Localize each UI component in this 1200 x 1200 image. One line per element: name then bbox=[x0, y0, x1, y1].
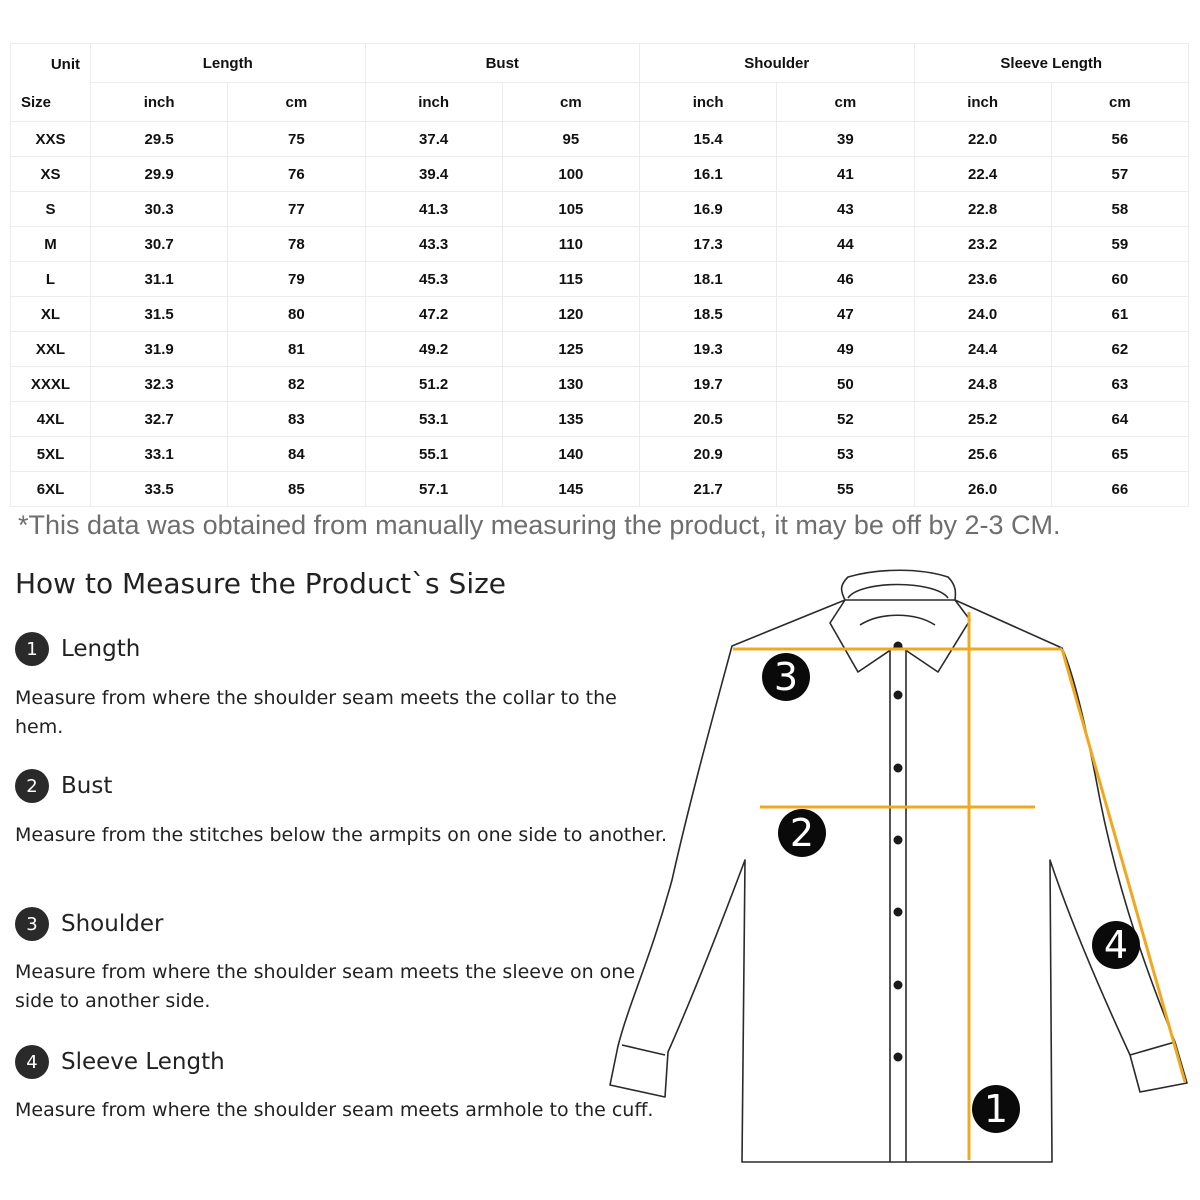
value-cell: 56 bbox=[1051, 122, 1188, 157]
size-cell: 4XL bbox=[11, 402, 91, 437]
value-cell: 30.3 bbox=[91, 192, 228, 227]
size-cell: M bbox=[11, 227, 91, 262]
step-title: Bust bbox=[61, 773, 113, 799]
value-cell: 60 bbox=[1051, 262, 1188, 297]
size-cell: XXL bbox=[11, 332, 91, 367]
value-cell: 79 bbox=[228, 262, 365, 297]
value-cell: 65 bbox=[1051, 437, 1188, 472]
table-row bbox=[11, 297, 1189, 332]
step-bust bbox=[15, 769, 112, 803]
step-description: Measure from where the shoulder seam meets armhole to the cuff. bbox=[15, 1099, 654, 1121]
value-cell: 57 bbox=[1051, 157, 1188, 192]
value-cell: 33.1 bbox=[91, 437, 228, 472]
step-description: Measure from where the shoulder seam meets the collar to the hem. bbox=[15, 687, 617, 738]
measurement-note: *This data was obtained from manually measuring the product, it may be off by 2-3 CM. bbox=[18, 510, 1061, 540]
value-cell: 64 bbox=[1051, 402, 1188, 437]
group-header-bust: Bust bbox=[365, 44, 640, 83]
value-cell: 19.3 bbox=[640, 332, 777, 367]
value-cell: 32.3 bbox=[91, 367, 228, 402]
subheader-cell: cm bbox=[1051, 83, 1188, 122]
value-cell: 43.3 bbox=[365, 227, 502, 262]
step-description: Measure from where the shoulder seam meets the sleeve on one side to another side. bbox=[15, 961, 636, 1012]
value-cell: 15.4 bbox=[640, 122, 777, 157]
value-cell: 16.9 bbox=[640, 192, 777, 227]
subheader-cell: cm bbox=[502, 83, 639, 122]
step-title: Length bbox=[61, 636, 141, 662]
value-cell: 125 bbox=[502, 332, 639, 367]
value-cell: 58 bbox=[1051, 192, 1188, 227]
step-title: Sleeve Length bbox=[61, 1049, 225, 1075]
shirt-buttons bbox=[894, 642, 903, 1062]
table-row bbox=[11, 192, 1189, 227]
value-cell: 49.2 bbox=[365, 332, 502, 367]
marker-4 bbox=[1092, 921, 1140, 969]
value-cell: 22.8 bbox=[914, 192, 1051, 227]
value-cell: 22.0 bbox=[914, 122, 1051, 157]
table-row bbox=[11, 367, 1189, 402]
value-cell: 95 bbox=[502, 122, 639, 157]
subheader-cell: inch bbox=[365, 83, 502, 122]
value-cell: 53.1 bbox=[365, 402, 502, 437]
value-cell: 55 bbox=[777, 472, 914, 507]
marker-1-label: 1 bbox=[983, 1087, 1009, 1131]
value-cell: 77 bbox=[228, 192, 365, 227]
value-cell: 52 bbox=[777, 402, 914, 437]
subheader-cell: cm bbox=[777, 83, 914, 122]
sleeve-measure-line bbox=[1062, 649, 1185, 1082]
step-description: Measure from the stitches below the armpits on one side to another. bbox=[15, 824, 668, 846]
size-cell: 6XL bbox=[11, 472, 91, 507]
table-row bbox=[11, 122, 1189, 157]
value-cell: 43 bbox=[777, 192, 914, 227]
subheader-cell: inch bbox=[91, 83, 228, 122]
size-cell: L bbox=[11, 262, 91, 297]
value-cell: 44 bbox=[777, 227, 914, 262]
value-cell: 55.1 bbox=[365, 437, 502, 472]
value-cell: 24.4 bbox=[914, 332, 1051, 367]
value-cell: 31.9 bbox=[91, 332, 228, 367]
size-cell: XS bbox=[11, 157, 91, 192]
value-cell: 20.9 bbox=[640, 437, 777, 472]
step-number-badge: 2 bbox=[15, 769, 49, 803]
value-cell: 29.5 bbox=[91, 122, 228, 157]
button-dot bbox=[894, 691, 903, 700]
value-cell: 49 bbox=[777, 332, 914, 367]
value-cell: 46 bbox=[777, 262, 914, 297]
value-cell: 31.5 bbox=[91, 297, 228, 332]
step-number-badge: 1 bbox=[15, 632, 49, 666]
size-cell: S bbox=[11, 192, 91, 227]
value-cell: 80 bbox=[228, 297, 365, 332]
step-title: Shoulder bbox=[61, 911, 164, 937]
value-cell: 120 bbox=[502, 297, 639, 332]
value-cell: 63 bbox=[1051, 367, 1188, 402]
size-label: Size bbox=[21, 94, 52, 111]
unit-size-corner-cell bbox=[11, 44, 91, 122]
guide-heading: How to Measure the Product`s Size bbox=[15, 567, 507, 600]
value-cell: 115 bbox=[502, 262, 639, 297]
button-dot bbox=[894, 836, 903, 845]
value-cell: 18.5 bbox=[640, 297, 777, 332]
marker-1 bbox=[972, 1085, 1020, 1133]
subheader-cell: cm bbox=[228, 83, 365, 122]
value-cell: 62 bbox=[1051, 332, 1188, 367]
value-cell: 31.1 bbox=[91, 262, 228, 297]
table-row bbox=[11, 157, 1189, 192]
group-header-length: Length bbox=[91, 44, 366, 83]
step-shoulder bbox=[15, 907, 163, 941]
subheader-cell: inch bbox=[640, 83, 777, 122]
unit-label: Unit bbox=[50, 56, 80, 73]
group-header-shoulder: Shoulder bbox=[640, 44, 915, 83]
value-cell: 25.2 bbox=[914, 402, 1051, 437]
value-cell: 84 bbox=[228, 437, 365, 472]
value-cell: 20.5 bbox=[640, 402, 777, 437]
value-cell: 16.1 bbox=[640, 157, 777, 192]
table-row bbox=[11, 227, 1189, 262]
step-length bbox=[15, 632, 140, 666]
value-cell: 26.0 bbox=[914, 472, 1051, 507]
value-cell: 41.3 bbox=[365, 192, 502, 227]
value-cell: 24.0 bbox=[914, 297, 1051, 332]
button-dot bbox=[894, 1053, 903, 1062]
step-sleeve-length bbox=[15, 1045, 225, 1079]
value-cell: 32.7 bbox=[91, 402, 228, 437]
subheader-cell: inch bbox=[914, 83, 1051, 122]
value-cell: 59 bbox=[1051, 227, 1188, 262]
value-cell: 23.2 bbox=[914, 227, 1051, 262]
size-cell: XL bbox=[11, 297, 91, 332]
button-dot bbox=[894, 981, 903, 990]
size-cell: XXS bbox=[11, 122, 91, 157]
value-cell: 130 bbox=[502, 367, 639, 402]
button-dot bbox=[894, 908, 903, 917]
marker-2-label: 2 bbox=[789, 811, 815, 855]
group-header-sleeve-length: Sleeve Length bbox=[914, 44, 1189, 83]
value-cell: 145 bbox=[502, 472, 639, 507]
button-dot bbox=[894, 764, 903, 773]
value-cell: 17.3 bbox=[640, 227, 777, 262]
value-cell: 76 bbox=[228, 157, 365, 192]
value-cell: 37.4 bbox=[365, 122, 502, 157]
marker-3-label: 3 bbox=[773, 655, 799, 699]
table-row bbox=[11, 332, 1189, 367]
value-cell: 81 bbox=[228, 332, 365, 367]
table-row bbox=[11, 472, 1189, 507]
value-cell: 25.6 bbox=[914, 437, 1051, 472]
value-cell: 22.4 bbox=[914, 157, 1051, 192]
value-cell: 30.7 bbox=[91, 227, 228, 262]
value-cell: 100 bbox=[502, 157, 639, 192]
value-cell: 29.9 bbox=[91, 157, 228, 192]
value-cell: 41 bbox=[777, 157, 914, 192]
value-cell: 39 bbox=[777, 122, 914, 157]
value-cell: 140 bbox=[502, 437, 639, 472]
table-row bbox=[11, 402, 1189, 437]
shirt-outline bbox=[610, 570, 1187, 1162]
value-cell: 110 bbox=[502, 227, 639, 262]
value-cell: 66 bbox=[1051, 472, 1188, 507]
step-number-badge: 4 bbox=[15, 1045, 49, 1079]
value-cell: 85 bbox=[228, 472, 365, 507]
value-cell: 61 bbox=[1051, 297, 1188, 332]
value-cell: 82 bbox=[228, 367, 365, 402]
size-chart-table bbox=[10, 43, 1189, 507]
value-cell: 47.2 bbox=[365, 297, 502, 332]
table-row bbox=[11, 437, 1189, 472]
value-cell: 21.7 bbox=[640, 472, 777, 507]
value-cell: 45.3 bbox=[365, 262, 502, 297]
step-number-badge: 3 bbox=[15, 907, 49, 941]
value-cell: 47 bbox=[777, 297, 914, 332]
value-cell: 135 bbox=[502, 402, 639, 437]
value-cell: 105 bbox=[502, 192, 639, 227]
value-cell: 24.8 bbox=[914, 367, 1051, 402]
value-cell: 18.1 bbox=[640, 262, 777, 297]
value-cell: 23.6 bbox=[914, 262, 1051, 297]
marker-2 bbox=[778, 809, 826, 857]
value-cell: 75 bbox=[228, 122, 365, 157]
marker-3 bbox=[762, 653, 810, 701]
shirt-diagram bbox=[600, 565, 1190, 1175]
value-cell: 53 bbox=[777, 437, 914, 472]
value-cell: 33.5 bbox=[91, 472, 228, 507]
size-cell: XXXL bbox=[11, 367, 91, 402]
size-cell: 5XL bbox=[11, 437, 91, 472]
value-cell: 78 bbox=[228, 227, 365, 262]
value-cell: 57.1 bbox=[365, 472, 502, 507]
table-row bbox=[11, 262, 1189, 297]
marker-4-label: 4 bbox=[1103, 923, 1129, 967]
value-cell: 83 bbox=[228, 402, 365, 437]
value-cell: 39.4 bbox=[365, 157, 502, 192]
value-cell: 19.7 bbox=[640, 367, 777, 402]
value-cell: 51.2 bbox=[365, 367, 502, 402]
value-cell: 50 bbox=[777, 367, 914, 402]
